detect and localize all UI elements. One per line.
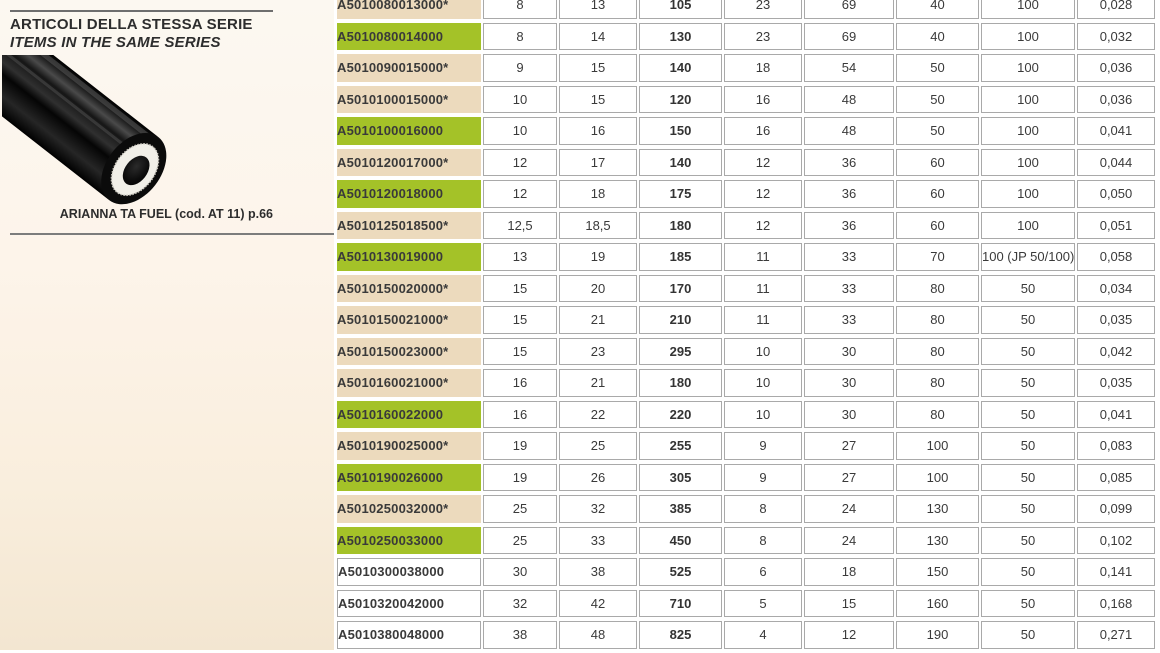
value-cell: 50	[981, 590, 1075, 618]
value-cell: 23	[724, 0, 802, 19]
value-cell: 12	[724, 149, 802, 177]
value-cell: 22	[559, 401, 637, 429]
value-cell: 25	[483, 527, 557, 555]
product-code-cell: A5010120017000*	[337, 149, 481, 177]
value-cell: 33	[559, 527, 637, 555]
table-row	[337, 149, 1155, 177]
value-cell: 50	[981, 495, 1075, 523]
value-cell: 30	[804, 369, 894, 397]
value-cell: 0,058	[1077, 243, 1155, 271]
product-code-cell: A5010160022000	[337, 401, 481, 429]
value-cell: 120	[639, 86, 722, 114]
value-cell: 100	[981, 180, 1075, 208]
value-cell: 8	[724, 495, 802, 523]
table-row	[337, 527, 1155, 555]
value-cell: 160	[896, 590, 979, 618]
value-cell: 220	[639, 401, 722, 429]
value-cell: 0,041	[1077, 117, 1155, 145]
value-cell: 15	[483, 275, 557, 303]
value-cell: 100	[981, 54, 1075, 82]
value-cell: 33	[804, 243, 894, 271]
value-cell: 50	[981, 275, 1075, 303]
value-cell: 140	[639, 54, 722, 82]
value-cell: 13	[483, 243, 557, 271]
value-cell: 19	[559, 243, 637, 271]
value-cell: 21	[559, 369, 637, 397]
product-code-cell: A5010100015000*	[337, 86, 481, 114]
value-cell: 0,271	[1077, 621, 1155, 649]
table-row	[337, 86, 1155, 114]
value-cell: 0,036	[1077, 54, 1155, 82]
value-cell: 0,044	[1077, 149, 1155, 177]
table-row	[337, 54, 1155, 82]
value-cell: 255	[639, 432, 722, 460]
value-cell: 100	[896, 464, 979, 492]
value-cell: 130	[639, 23, 722, 51]
value-cell: 0,036	[1077, 86, 1155, 114]
table-row	[337, 0, 1155, 19]
value-cell: 100	[896, 432, 979, 460]
value-cell: 50	[981, 527, 1075, 555]
table-row	[337, 243, 1155, 271]
product-code-cell: A5010080013000*	[337, 0, 481, 19]
value-cell: 50	[981, 369, 1075, 397]
value-cell: 50	[896, 86, 979, 114]
value-cell: 30	[804, 401, 894, 429]
value-cell: 450	[639, 527, 722, 555]
value-cell: 100	[981, 23, 1075, 51]
product-code-cell: A5010150020000*	[337, 275, 481, 303]
value-cell: 9	[724, 432, 802, 460]
value-cell: 100	[981, 0, 1075, 19]
value-cell: 10	[483, 86, 557, 114]
value-cell: 180	[639, 369, 722, 397]
value-cell: 38	[483, 621, 557, 649]
value-cell: 60	[896, 180, 979, 208]
product-caption: ARIANNA TA FUEL (cod. AT 11) p.66	[59, 207, 273, 221]
table-row	[337, 23, 1155, 51]
value-cell: 18	[804, 558, 894, 586]
value-cell: 20	[559, 275, 637, 303]
value-cell: 33	[804, 275, 894, 303]
value-cell: 0,083	[1077, 432, 1155, 460]
value-cell: 16	[559, 117, 637, 145]
product-code-cell: A5010125018500*	[337, 212, 481, 240]
value-cell: 80	[896, 401, 979, 429]
value-cell: 50	[981, 558, 1075, 586]
value-cell: 24	[804, 495, 894, 523]
value-cell: 105	[639, 0, 722, 19]
value-cell: 80	[896, 306, 979, 334]
table-row	[337, 464, 1155, 492]
value-cell: 5	[724, 590, 802, 618]
value-cell: 0,099	[1077, 495, 1155, 523]
value-cell: 25	[483, 495, 557, 523]
value-cell: 0,034	[1077, 275, 1155, 303]
hose-illustration	[2, 55, 302, 225]
product-code-cell: A5010190025000*	[337, 432, 481, 460]
value-cell: 14	[559, 23, 637, 51]
value-cell: 140	[639, 149, 722, 177]
value-cell: 0,042	[1077, 338, 1155, 366]
table-row	[337, 369, 1155, 397]
value-cell: 18	[559, 180, 637, 208]
value-cell: 27	[804, 464, 894, 492]
product-code-cell: A5010080014000	[337, 23, 481, 51]
value-cell: 170	[639, 275, 722, 303]
value-cell: 69	[804, 23, 894, 51]
value-cell: 0,032	[1077, 23, 1155, 51]
value-cell: 8	[724, 527, 802, 555]
value-cell: 9	[724, 464, 802, 492]
product-code-cell: A5010150021000*	[337, 306, 481, 334]
value-cell: 17	[559, 149, 637, 177]
value-cell: 0,102	[1077, 527, 1155, 555]
value-cell: 16	[724, 117, 802, 145]
value-cell: 40	[896, 0, 979, 19]
value-cell: 100	[981, 117, 1075, 145]
value-cell: 305	[639, 464, 722, 492]
table-row	[337, 432, 1155, 460]
value-cell: 69	[804, 0, 894, 19]
product-code-cell: A5010100016000	[337, 117, 481, 145]
value-cell: 11	[724, 243, 802, 271]
value-cell: 38	[559, 558, 637, 586]
value-cell: 32	[483, 590, 557, 618]
value-cell: 25	[559, 432, 637, 460]
value-cell: 100	[981, 86, 1075, 114]
value-cell: 10	[724, 369, 802, 397]
value-cell: 100	[981, 149, 1075, 177]
value-cell: 42	[559, 590, 637, 618]
product-code-cell: A5010090015000*	[337, 54, 481, 82]
spec-table	[335, 0, 1157, 653]
value-cell: 19	[483, 432, 557, 460]
value-cell: 8	[483, 23, 557, 51]
table-row	[337, 180, 1155, 208]
value-cell: 100 (JP 50/100)	[981, 243, 1075, 271]
value-cell: 16	[483, 401, 557, 429]
value-cell: 48	[804, 117, 894, 145]
value-cell: 130	[896, 527, 979, 555]
table-row	[337, 275, 1155, 303]
value-cell: 30	[804, 338, 894, 366]
value-cell: 11	[724, 275, 802, 303]
value-cell: 10	[724, 338, 802, 366]
series-heading-english: ITEMS IN THE SAME SERIES	[10, 34, 221, 51]
product-code-cell: A5010190026000	[337, 464, 481, 492]
value-cell: 50	[981, 401, 1075, 429]
value-cell: 710	[639, 590, 722, 618]
value-cell: 0,041	[1077, 401, 1155, 429]
table-row	[337, 495, 1155, 523]
series-heading-italian: ARTICOLI DELLA STESSA SERIE	[10, 16, 253, 33]
sidebar	[0, 0, 334, 650]
table-row	[337, 212, 1155, 240]
value-cell: 12	[804, 621, 894, 649]
value-cell: 15	[559, 54, 637, 82]
value-cell: 26	[559, 464, 637, 492]
value-cell: 60	[896, 149, 979, 177]
value-cell: 23	[559, 338, 637, 366]
value-cell: 190	[896, 621, 979, 649]
value-cell: 50	[981, 306, 1075, 334]
value-cell: 180	[639, 212, 722, 240]
value-cell: 50	[896, 54, 979, 82]
value-cell: 24	[804, 527, 894, 555]
value-cell: 0,141	[1077, 558, 1155, 586]
value-cell: 0,085	[1077, 464, 1155, 492]
value-cell: 19	[483, 464, 557, 492]
value-cell: 48	[559, 621, 637, 649]
value-cell: 50	[981, 338, 1075, 366]
value-cell: 0,051	[1077, 212, 1155, 240]
value-cell: 50	[981, 621, 1075, 649]
value-cell: 15	[804, 590, 894, 618]
value-cell: 50	[981, 432, 1075, 460]
value-cell: 18,5	[559, 212, 637, 240]
value-cell: 100	[981, 212, 1075, 240]
value-cell: 175	[639, 180, 722, 208]
value-cell: 16	[724, 86, 802, 114]
product-code-cell: A5010250033000	[337, 527, 481, 555]
value-cell: 16	[483, 369, 557, 397]
value-cell: 150	[639, 117, 722, 145]
value-cell: 12	[483, 149, 557, 177]
value-cell: 80	[896, 275, 979, 303]
table-row	[337, 558, 1155, 586]
value-cell: 10	[483, 117, 557, 145]
value-cell: 15	[483, 306, 557, 334]
value-cell: 0,035	[1077, 369, 1155, 397]
value-cell: 295	[639, 338, 722, 366]
value-cell: 21	[559, 306, 637, 334]
value-cell: 150	[896, 558, 979, 586]
product-code-cell: A5010380048000	[337, 621, 481, 649]
value-cell: 13	[559, 0, 637, 19]
value-cell: 130	[896, 495, 979, 523]
value-cell: 32	[559, 495, 637, 523]
value-cell: 12	[724, 180, 802, 208]
value-cell: 6	[724, 558, 802, 586]
value-cell: 36	[804, 180, 894, 208]
table-row	[337, 401, 1155, 429]
product-code-cell: A5010150023000*	[337, 338, 481, 366]
value-cell: 0,168	[1077, 590, 1155, 618]
value-cell: 385	[639, 495, 722, 523]
product-code-cell: A5010120018000	[337, 180, 481, 208]
value-cell: 9	[483, 54, 557, 82]
value-cell: 36	[804, 149, 894, 177]
product-photo-hose	[2, 55, 302, 225]
table-row	[337, 590, 1155, 618]
value-cell: 30	[483, 558, 557, 586]
value-cell: 185	[639, 243, 722, 271]
table-row	[337, 306, 1155, 334]
table-row	[337, 117, 1155, 145]
product-code-cell: A5010160021000*	[337, 369, 481, 397]
value-cell: 210	[639, 306, 722, 334]
value-cell: 0,028	[1077, 0, 1155, 19]
value-cell: 50	[981, 464, 1075, 492]
table-row	[337, 621, 1155, 649]
value-cell: 12	[724, 212, 802, 240]
product-code-cell: A5010300038000	[337, 558, 481, 586]
value-cell: 10	[724, 401, 802, 429]
value-cell: 15	[559, 86, 637, 114]
value-cell: 33	[804, 306, 894, 334]
value-cell: 525	[639, 558, 722, 586]
value-cell: 50	[896, 117, 979, 145]
value-cell: 12,5	[483, 212, 557, 240]
value-cell: 60	[896, 212, 979, 240]
product-code-cell: A5010320042000	[337, 590, 481, 618]
value-cell: 23	[724, 23, 802, 51]
value-cell: 0,035	[1077, 306, 1155, 334]
value-cell: 36	[804, 212, 894, 240]
value-cell: 18	[724, 54, 802, 82]
value-cell: 0,050	[1077, 180, 1155, 208]
value-cell: 70	[896, 243, 979, 271]
value-cell: 80	[896, 338, 979, 366]
value-cell: 12	[483, 180, 557, 208]
value-cell: 8	[483, 0, 557, 19]
divider-top	[10, 10, 273, 12]
value-cell: 27	[804, 432, 894, 460]
value-cell: 40	[896, 23, 979, 51]
divider-bottom	[10, 233, 334, 235]
value-cell: 4	[724, 621, 802, 649]
value-cell: 15	[483, 338, 557, 366]
value-cell: 80	[896, 369, 979, 397]
value-cell: 825	[639, 621, 722, 649]
value-cell: 11	[724, 306, 802, 334]
value-cell: 48	[804, 86, 894, 114]
product-code-cell: A5010250032000*	[337, 495, 481, 523]
value-cell: 54	[804, 54, 894, 82]
table-row	[337, 338, 1155, 366]
product-code-cell: A5010130019000	[337, 243, 481, 271]
spec-table-region	[334, 0, 1160, 650]
